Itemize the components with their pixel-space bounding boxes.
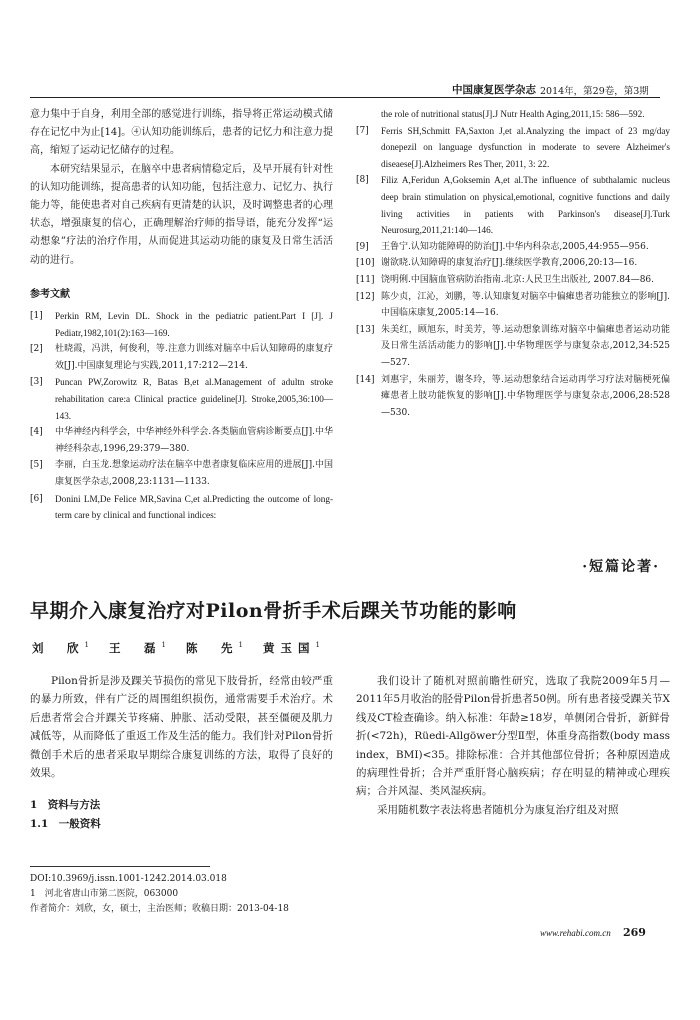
journal-url[interactable]: www.rehabi.com.cn (540, 928, 611, 938)
author-name: 黄玉国 (262, 641, 316, 655)
prev-article-left-column (30, 106, 333, 524)
reference-item (30, 424, 333, 457)
article-right-column (356, 672, 670, 819)
reference-number: [1] (30, 311, 43, 322)
reference-item (356, 255, 670, 272)
affiliation-line: 1 河北省唐山市第二医院，063000 (30, 889, 179, 899)
prev-paragraph-1: 意力集中于自身，利用全部的感觉进行训练，指导将正常运动模式储存在记忆中为止[14]。④认知功能训练后，患者的记忆力和注意力提高，缩短了运动记忆储存的过程。 (30, 109, 333, 157)
reference-number: [12] (356, 291, 375, 302)
author-list (32, 640, 320, 656)
header-rule (30, 97, 660, 98)
reference-text: Puncan PW,Zorowitz R, Batas B,et al.Management of adultn stroke rehabilitation care:a Clinical practice guideline[J]. Stroke,2005,36:100—143. (55, 377, 333, 421)
reference-text: 饶明俐.中国脑血管病防治指南.北京:人民卫生出版社, 2007.84—86. (381, 274, 655, 285)
section-heading: 1 资料与方法 (30, 799, 101, 812)
footnote-rule (30, 866, 210, 867)
journal-issue: 2014年，第29卷，第3期 (540, 86, 649, 97)
journal-name: 中国康复医学杂志 (452, 84, 536, 96)
reference-number (356, 106, 381, 123)
article-left-column (30, 672, 333, 833)
references-right (356, 106, 670, 421)
reference-text: 杜晓霞，冯洪，何俊利，等.注意力训练对脑卒中后认知障碍的康复疗效[J].中国康复理论与实践,2011,17:212—214. (55, 344, 333, 371)
doi-line: DOI:10.3969/j.issn.1001-1242.2014.03.018 (30, 874, 227, 884)
author-name: 刘 欣 (32, 641, 85, 655)
author-name: 王 磊 (108, 641, 162, 655)
reference-text: Filiz A,Feridun A,Goksemin A,et al.The influence of subthalamic nucleus deep brain stimulation on physical,emotional, cognitive functions and daily living activities in patients with Parkinson's disease[J].Turk Neurosurg,2011,21:140—146. (381, 175, 670, 236)
reference-item (356, 239, 670, 256)
reference-text: Donini LM,De Felice MR,Savina C,et al.Predicting the outcome of long-term care by clinical and functional indices: (55, 493, 333, 521)
reference-text: 中华神经内科学会，中华神经外科学会.各类脑血管病诊断要点[J].中华神经科杂志,1996,29:379—380. (55, 427, 333, 454)
reference-number: [13] (356, 324, 375, 335)
reference-number: [5] (30, 460, 43, 471)
prev-article-right-column (356, 106, 670, 421)
subsection-heading: 1.1 一般资料 (30, 817, 101, 830)
reference-number: [2] (30, 344, 43, 355)
references-left (30, 308, 333, 524)
author-affil-mark: 1 (84, 641, 89, 650)
reference-text: 刘惠宇，朱丽芳，谢冬玲，等.运动想象结合运动再学习疗法对脑梗死偏瘫患者上肢功能恢复的影响[J].中华物理医学与康复杂志,2006,28:528—530. (381, 374, 670, 418)
article-title: 早期介入康复治疗对Pilon骨折手术后踝关节功能的影响 (30, 600, 517, 622)
reference-number: [10] (356, 258, 375, 269)
body-paragraph: 采用随机数字表法将患者随机分为康复治疗组及对照 (377, 803, 619, 816)
reference-number: [6] (30, 493, 43, 504)
body-paragraph: 我们设计了随机对照前瞻性研究，选取了我院2009年5月—2011年5月收治的胫骨Pilon骨折患者50例。所有患者接受踝关节X线及CT检查确诊。纳入标准：年龄≥18岁，单侧闭合骨折，新鲜骨折(<72h)，Rüedi-Allgöwer分型Ⅱ型，体重身高指数(body mass index，BMI)<35。排除标准：合并其他部位骨折；各种原因造成的病理性骨折；合并严重肝肾心脑疾病；存在明显的精神或心理疾病；合并风湿、类风湿疾病。 (356, 675, 670, 798)
reference-item (30, 341, 333, 374)
author-affil-mark: 1 (315, 641, 320, 650)
reference-text: Ferris SH,Schmitt FA,Saxton J,et al.Analyzing the impact of 23 mg/day donepezil on language dysfunction in moderate to severe Alzheimer's diseaese[J].Alzheimers Res Ther, 2011, 3: 22. (381, 125, 670, 169)
reference-number: [9] (356, 241, 369, 252)
reference-number: [7] (356, 125, 369, 136)
reference-item (356, 289, 670, 322)
reference-text: Perkin RM, Levin DL. Shock in the pediatric patient.Part I [J]. J Pediatr,1982,101(2):163—169. (55, 311, 333, 338)
reference-number: [4] (30, 427, 43, 438)
section-tag: ·短篇论著· (582, 559, 660, 575)
reference-item (30, 308, 333, 341)
prev-paragraph-2: 本研究结果显示，在脑卒中患者病情稳定后，及早开展有针对性的认知功能训练，提高患者的认知功能，包括注意力、记忆力、执行能力等，能使患者对自己疾病有更清楚的认识，及时调整患者的心理状态，增强康复的信心，正确理解治疗师的指导语，能充分发挥“运动想象”疗法的治疗作用，从而促进其运动功能的康复及日常生活活动的进行。 (30, 163, 333, 266)
reference-item (30, 457, 333, 490)
reference-text: 谢欲晓.认知障碍的康复治疗[J].继续医学教育,2006,20:13—16. (381, 258, 638, 269)
reference-number: [3] (30, 377, 43, 388)
reference-text: 王鲁宁.认知功能障碍的防治[J].中华内科杂志,2005,44:955—956. (381, 241, 649, 252)
reference-item (356, 106, 670, 123)
author-name: 陈 先 (185, 641, 239, 655)
reference-number: [8] (356, 175, 369, 186)
page-number: 269 (623, 926, 646, 939)
reference-item (356, 123, 670, 173)
reference-item (356, 172, 670, 238)
reference-item (30, 374, 333, 424)
reference-item (356, 372, 670, 422)
author-bio-line: 作者简介：刘欣，女，硕士，主治医师；收稿日期：2013-04-18 (30, 904, 289, 914)
reference-text: 陈少贞，江沁，刘鹏，等.认知康复对脑卒中偏瘫患者功能独立的影响[J].中国临床康复,2005:14—16. (381, 291, 670, 319)
reference-item (356, 322, 670, 372)
intro-paragraph: Pilon骨折是涉及踝关节损伤的常见下肢骨折，经常由较严重的暴力所致，伴有广泛的周围组织损伤，通常需要手术治疗。术后患者常会合并踝关节疼痛、肿胀、活动受限，甚至僵硬及肌力减低等，从而降低了重返工作及生活的能力。我们针对Pilon骨折微创手术后的患者采取早期综合康复训练的方法，取得了良好的效果。 (30, 675, 333, 780)
reference-number: [11] (356, 274, 375, 285)
author-affil-mark: 1 (238, 641, 243, 650)
reference-item (30, 491, 333, 524)
reference-text: 朱美红，顾旭东，时美芳，等.运动想象训练对脑卒中偏瘫患者运动功能及日常生活活动能力的影响[J].中华物理医学与康复杂志,2012,34:525—527. (381, 324, 670, 368)
reference-text: 李丽，白玉龙.想象运动疗法在脑卒中患者康复临床应用的进展[J].中国康复医学杂志,2008,23:1131—1133. (55, 460, 333, 487)
references-heading: 参考文献 (30, 288, 70, 300)
reference-number: [14] (356, 374, 375, 385)
reference-item (356, 272, 670, 289)
reference-text: the role of nutritional status[J].J Nutr Health Aging,2011,15: 586—592. (381, 109, 645, 119)
author-affil-mark: 1 (161, 641, 166, 650)
